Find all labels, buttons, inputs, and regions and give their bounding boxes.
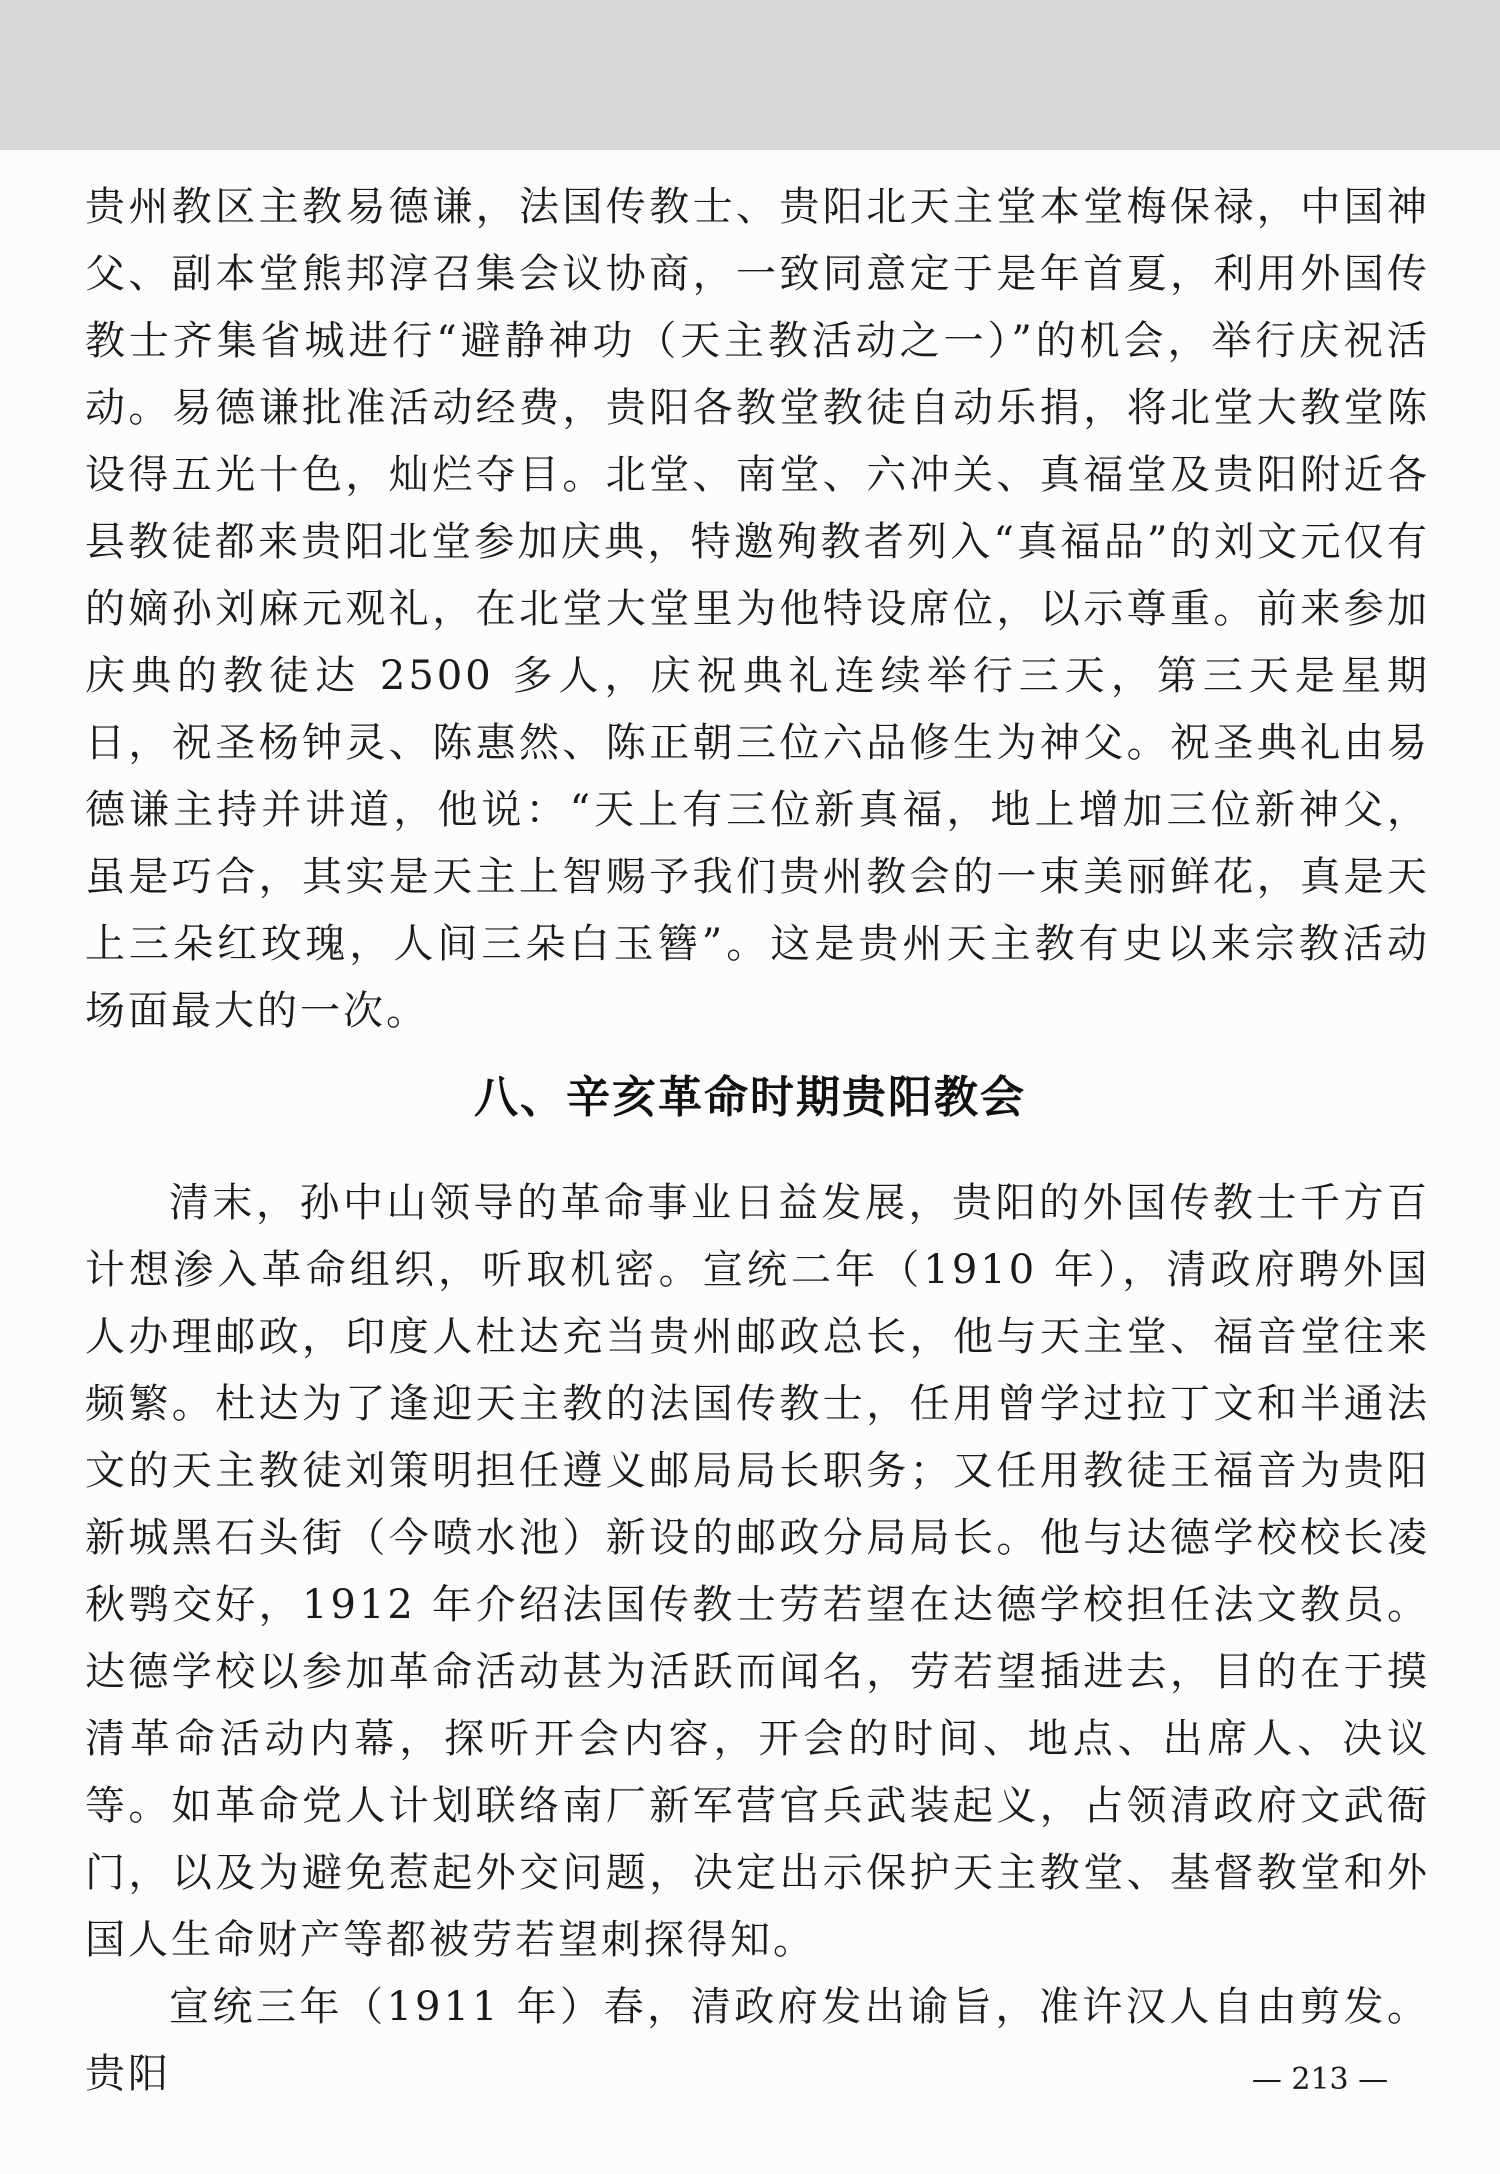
- section-body: [85, 1170, 1430, 2108]
- scan-top-margin: [0, 0, 1500, 150]
- page-number: — 213 —: [1251, 2062, 1389, 2097]
- body-paragraph-1: 清末，孙中山领导的革命事业日益发展，贵阳的外国传教士千方百计想渗入革命组织，听取机密。宣统二年（1910 年），清政府聘外国人办理邮政，印度人杜达充当贵州邮政总长，他与天主堂、福音堂往来频繁。杜达为了逢迎天主教的法国传教士，任用曾学过拉丁文和半通法文的天主教徒刘策明担任遵义邮局局长职务；又任用教徒王福音为贵阳新城黑石头街（今喷水池）新设的邮政分局局长。他与达德学校校长凌秋鹗交好，1912 年介绍法国传教士劳若望在达德学校担任法文教员。达德学校以参加革命活动甚为活跃而闻名，劳若望插进去，目的在于摸清革命活动内幕，探听开会内容，开会的时间、地点、出席人、决议等。如革命党人计划联络南厂新军营官兵武装起义，占领清政府文武衙门，以及为避免惹起外交问题，决定出示保护天主教堂、基督教堂和外国人生命财产等都被劳若望刺探得知。: [85, 1180, 1430, 1963]
- continuation-paragraph: 贵州教区主教易德谦，法国传教士、贵阳北天主堂本堂梅保禄，中国神父、副本堂熊邦淳召集会议协商，一致同意定于是年首夏，利用外国传教士齐集省城进行“避静神功（天主教活动之一）”的机会，举行庆祝活动。易德谦批准活动经费，贵阳各教堂教徒自动乐捐，将北堂大教堂陈设得五光十色，灿烂夺目。北堂、南堂、六冲关、真福堂及贵阳附近各县教徒都来贵阳北堂参加庆典，特邀殉教者列入“真福品”的刘文元仅有的嫡孙刘麻元观礼，在北堂大堂里为他特设席位，以示尊重。前来参加庆典的教徒达 2500 多人，庆祝典礼连续举行三天，第三天是星期日，祝圣杨钟灵、陈惠然、陈正朝三位六品修生为神父。祝圣典礼由易德谦主持并讲道，他说：“天上有三位新真福，地上增加三位新神父，虽是巧合，其实是天主上智赐予我们贵州教会的一束美丽鲜花，真是天上三朵红玫瑰，人间三朵白玉簪”。这是贵州天主教有史以来宗教活动场面最大的一次。: [85, 184, 1430, 1034]
- continuation-text-block: [85, 174, 1430, 1045]
- section-heading: 八、辛亥革命时期贵阳教会: [474, 1072, 1026, 1123]
- body-paragraph-2: 宣统三年（1911 年）春，清政府发出谕旨，准许汉人自由剪发。贵阳: [85, 1984, 1430, 2097]
